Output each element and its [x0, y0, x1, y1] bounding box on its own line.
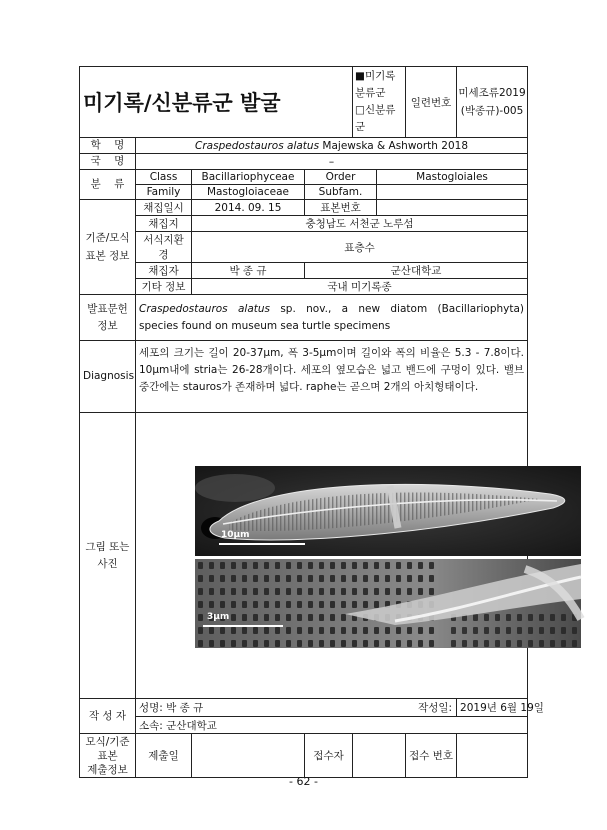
author-label: 작 성 자	[80, 699, 136, 734]
author-date-value: 2019년 6월 19일	[457, 699, 528, 717]
class-label: Class	[136, 170, 192, 185]
family-label: Family	[136, 185, 192, 200]
publication-value	[136, 295, 528, 341]
subfamily-label: Subfam.	[305, 185, 377, 200]
publication-label-line2: 정보	[97, 319, 118, 332]
receipt-no-value[interactable]	[457, 734, 528, 778]
other-info-label: 기타 정보	[136, 279, 192, 295]
submit-date-label: 제출일	[136, 734, 192, 778]
habitat-value: 표층수	[192, 232, 528, 263]
author-affiliation: 소속: 군산대학교	[136, 717, 528, 734]
collection-date-value: 2014. 09. 15	[192, 200, 305, 216]
serial-value	[457, 67, 528, 138]
figure-label-line1: 그림 또는	[85, 540, 130, 553]
specimen-no-label: 표본번호	[305, 200, 377, 216]
figure-label-line2: 사진	[97, 557, 118, 570]
submission-label	[80, 734, 136, 778]
serial-value-line1: 미세조류2019	[458, 87, 526, 99]
diagnosis-label: Diagnosis	[80, 341, 136, 413]
family-value: Mastogloiaceae	[192, 185, 305, 200]
scale-bar-10um: 10μm	[221, 530, 250, 540]
sem-valve-image	[195, 466, 581, 556]
collection-site-value: 충청남도 서천군 노루섬	[192, 216, 528, 232]
publication-label	[80, 295, 136, 341]
type-info-label-line1: 기준/모식	[85, 232, 130, 244]
collector-value: 박 종 규	[192, 263, 305, 279]
author-name: 성명: 박 종 규	[136, 699, 353, 717]
sem-closeup-image	[195, 559, 581, 648]
other-info-value: 국내 미기록종	[192, 279, 528, 295]
checkbox-unrecorded-taxon: ■미기록분류군	[355, 70, 396, 99]
sci-name-label: 학 명	[80, 138, 136, 154]
checkbox-new-taxon: □신분류군	[355, 104, 396, 133]
korean-name-label: 국 명	[80, 154, 136, 170]
receiver-label: 접수자	[305, 734, 353, 778]
submission-label-line1: 모식/기준	[85, 735, 130, 748]
class-value: Bacillariophyceae	[192, 170, 305, 185]
specimen-no-value	[377, 200, 528, 216]
type-info-label-line2: 표본 정보	[85, 250, 130, 262]
korean-name-value: –	[136, 154, 528, 170]
taxonomy-label: 분 류	[80, 170, 136, 200]
figure-label	[80, 413, 136, 699]
subfamily-value	[377, 185, 528, 200]
type-info-label	[80, 200, 136, 295]
habitat-label: 서식지환경	[136, 232, 192, 263]
serial-label: 일련번호	[406, 67, 457, 138]
sci-name-value	[136, 138, 528, 154]
order-label: Order	[305, 170, 377, 185]
figure-cell	[136, 413, 528, 699]
receipt-no-label: 접수 번호	[406, 734, 457, 778]
submit-date-value[interactable]	[192, 734, 305, 778]
collection-date-label: 채집일시	[136, 200, 192, 216]
order-value: Mastogloiales	[377, 170, 528, 185]
submission-label-line2: 표본	[97, 749, 118, 762]
diagnosis-text: 세포의 크기는 길이 20-37μm, 폭 3-5μm이며 길이와 폭의 비율은 5.3 - 7.8이다. 10μm내에 stria는 26-28개이다. 세포의 옆모습은 넓고 밴드에 구멍이 있다. 밸브 중간에는 stauros가 존재하며 넓다. raphe는 곧으며 2개의 아치형태이다.	[136, 341, 528, 413]
page-number: - 62 -	[289, 775, 318, 788]
sci-name-italic: Craspedostauros alatus	[195, 139, 320, 152]
serial-value-line2: (박종규)-005	[460, 105, 524, 117]
collection-site-label: 채집지	[136, 216, 192, 232]
submission-label-line3: 제출정보	[87, 763, 128, 776]
author-date-label: 작성일:	[353, 699, 457, 717]
collector-affiliation: 군산대학교	[305, 263, 528, 279]
form-title: 미기록/신분류군 발굴	[80, 67, 353, 138]
record-type-checkboxes	[353, 67, 406, 138]
publication-label-line1: 발표문헌	[87, 302, 128, 315]
publication-title-rest: sp. nov., a new diatom (Bacillariophyta)	[270, 302, 525, 315]
publication-title-line2: species found on museum sea turtle specimens	[139, 319, 391, 332]
receiver-value[interactable]	[353, 734, 406, 778]
publication-species: Craspedostauros alatus	[139, 302, 271, 315]
record-form	[79, 66, 544, 778]
collector-label: 채집자	[136, 263, 192, 279]
sci-name-authors: Majewska & Ashworth 2018	[322, 139, 468, 152]
scale-bar-3um: 3μm	[207, 612, 230, 622]
